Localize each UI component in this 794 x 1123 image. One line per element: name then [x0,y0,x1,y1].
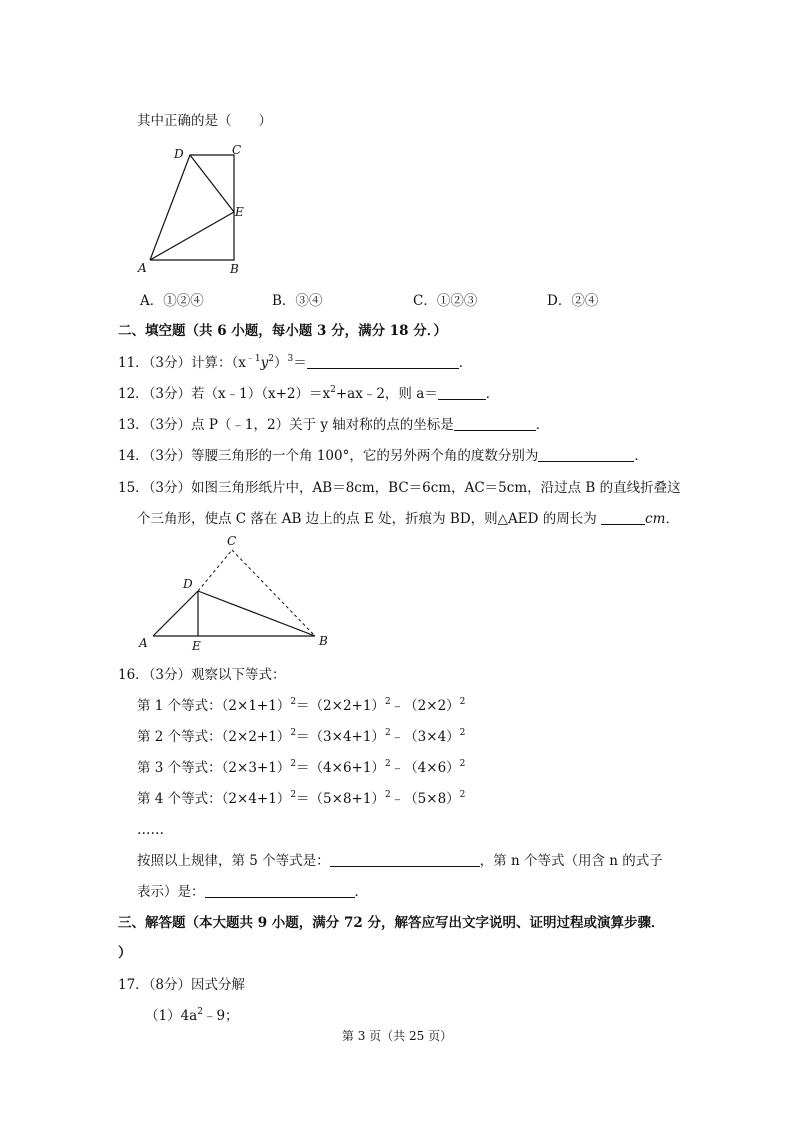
section3-heading-line1: 三、解答题（本大题共 9 小题，满分 72 分，解答应写出文字说明、证明过程或演算步骤． [118,915,665,931]
q16-rule-line2: 表示）是： ． [137,884,368,900]
q16-ellipsis: …… [137,822,164,838]
q10-stem: 其中正确的是（ ） [137,113,272,129]
page-footer: 第 3 页（共 25 页） [341,1029,453,1043]
q16-equation-1: 第 1 个等式：$(2\times 1+1)^2=(2\times 2+1)^2﹣(2\times 2)^2$ [137,697,466,714]
q15-dashed-DC [198,550,232,591]
q10-figure [138,142,258,276]
q16-rule-line1: 按照以上规律，第 5 个等式是： ，第 n 个等式（用含 n 的式子 [137,853,663,869]
q15-line2: 个三角形，使点 C 落在 AB 边上的点 E 处，折痕为 BD，则△AED 的周长为 cm． [137,511,679,527]
q10-option-c: C．①②③ [413,293,478,309]
q15-line1: 15．（3分）如图三角形纸片中，AB＝8cm，BC＝6cm，AC＝5cm，沿过点 B 的直线折叠这 [118,480,681,496]
q10-label-C: C [232,143,242,157]
q16-intro: 16．（3分）观察以下等式： [118,667,286,683]
q16-equation-3: 第 3 个等式：$(2\times 3+1)^2=(4\times 6+1)^2﹣(4\times 6)^2$ [137,759,466,776]
section2-heading: 二、填空题（共 6 小题，每小题 3 分，满分 18 分．） [118,323,448,339]
q15-label-D: D [183,577,193,591]
q16-answer-blank-1[interactable] [330,853,480,867]
q10-segment-AE [150,212,234,260]
q14: 14．（3分）等腰三角形的一个角 100°，它的另外两个角的度数分别为 ． [118,448,648,464]
q17-part1: $(1)4a^2﹣9$； [145,1007,239,1024]
q13-answer-blank[interactable] [454,417,536,431]
q14-answer-blank[interactable] [538,448,634,462]
section3-heading-line2: ） [118,945,132,961]
q12: 12．（3分）若$(x﹣1)(x+2)=x^2+ax﹣2$，则 a＝ ． [118,385,500,402]
q16-equation-4: 第 4 个等式：$(2\times 4+1)^2=(5\times 8+1)^2﹣(5\times 8)^2$ [137,790,466,807]
q10-trapezoid-outline [150,155,234,260]
q11-answer-blank[interactable] [307,355,459,369]
q17: 17．（8分）因式分解 [118,977,246,993]
q15-label-E: E [192,639,201,653]
q10-label-E: E [235,205,244,219]
q15-label-A: A [139,636,148,650]
q10-label-A: A [138,261,147,275]
q15-figure [135,534,335,654]
q16-answer-blank-2[interactable] [205,884,355,898]
q10-segment-DE [190,155,234,212]
q15-dashed-CB [232,550,315,636]
q15-label-C: C [227,534,237,548]
q13: 13．（3分）点 P（﹣1，2）关于 y 轴对称的点的坐标是 ． [118,417,550,433]
q10-option-a: A．①②④ [140,293,204,309]
q10-label-B: B [230,262,239,276]
q16-equation-2: 第 2 个等式：$(2\times 2+1)^2=(3\times 4+1)^2﹣(3\times 4)^2$ [137,728,466,745]
q15-segment-AD [153,591,198,636]
q15-segment-DB [198,591,315,636]
q10-option-b: B．③④ [272,293,323,309]
q10-option-d: D．②④ [547,293,599,309]
q11: 11．（3分）计算：$(x^{﹣1}y^2)^3=$ ． [118,354,473,371]
q10-label-D: D [174,147,184,161]
q12-answer-blank[interactable] [438,386,486,400]
q15-answer-blank[interactable] [601,511,645,525]
q15-label-B: B [319,634,328,648]
